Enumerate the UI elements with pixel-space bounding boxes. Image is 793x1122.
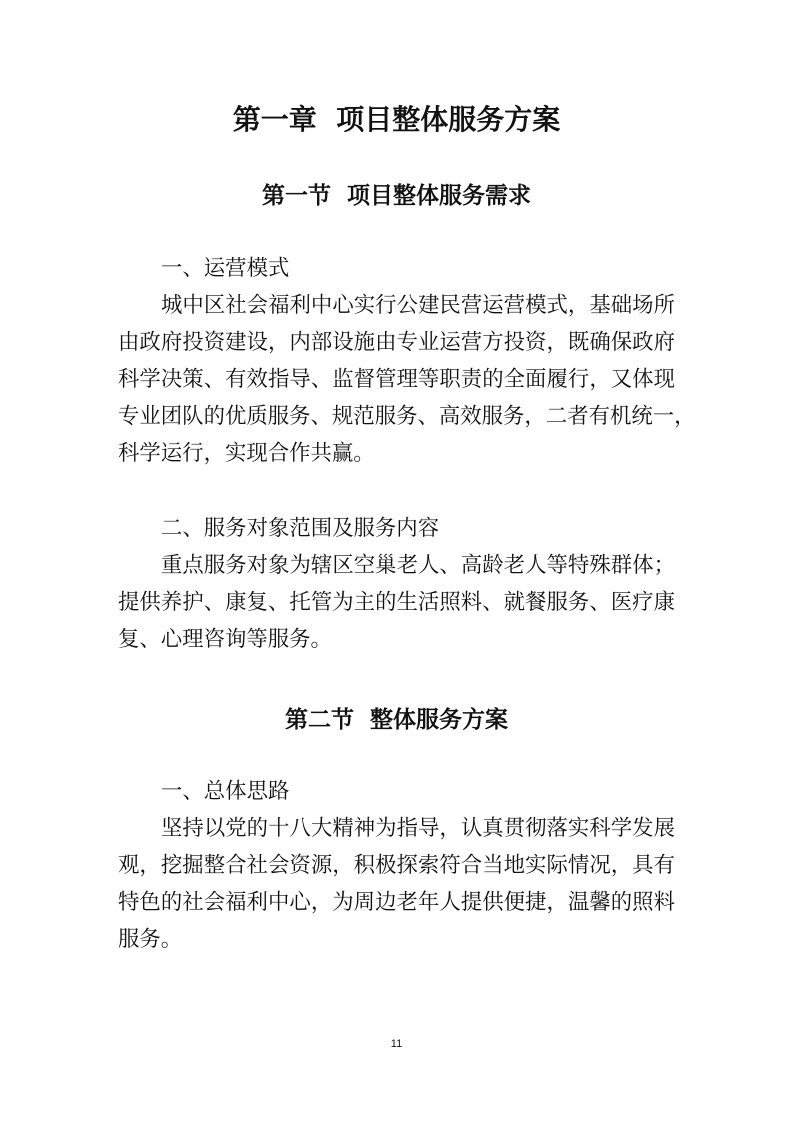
- paragraph-line: 复、心理咨询等服务。: [118, 627, 332, 652]
- paragraph-line: 科学运行，实现合作共赢。: [118, 441, 375, 466]
- subheading: 一、总体思路: [161, 779, 290, 804]
- paragraph-line: 科学决策、有效指导、监督管理等职责的全面履行，又体现: [118, 367, 675, 392]
- paragraph-line: 重点服务对象为辖区空巢老人、高龄老人等特殊群体；: [161, 553, 675, 578]
- paragraph-line: 提供养护、康复、托管为主的生活照料、就餐服务、医疗康: [118, 590, 675, 615]
- section-title: 第一节 项目整体服务需求: [261, 183, 531, 209]
- section-title: 第二节 整体服务方案: [284, 707, 508, 733]
- paragraph-line: 专业团队的优质服务、规范服务、高效服务，二者有机统一，: [118, 404, 696, 429]
- paragraph-line: 坚持以党的十八大精神为指导，认真贯彻落实科学发展: [161, 816, 675, 841]
- paragraph-line: 特色的社会福利中心，为周边老年人提供便捷，温馨的照料: [118, 890, 675, 915]
- paragraph-line: 由政府投资建设，内部设施由专业运营方投资，既确保政府: [118, 330, 675, 355]
- page-number: 11: [390, 1038, 403, 1050]
- paragraph-line: 城中区社会福利中心实行公建民营运营模式，基础场所: [161, 293, 675, 318]
- paragraph-line: 服务。: [118, 927, 183, 952]
- paragraph-line: 观，挖掘整合社会资源，积极探索符合当地实际情况，具有: [118, 853, 675, 878]
- subheading: 二、服务对象范围及服务内容: [161, 516, 440, 541]
- chapter-title: 第一章 项目整体服务方案: [232, 103, 561, 136]
- subheading: 一、运营模式: [161, 256, 290, 281]
